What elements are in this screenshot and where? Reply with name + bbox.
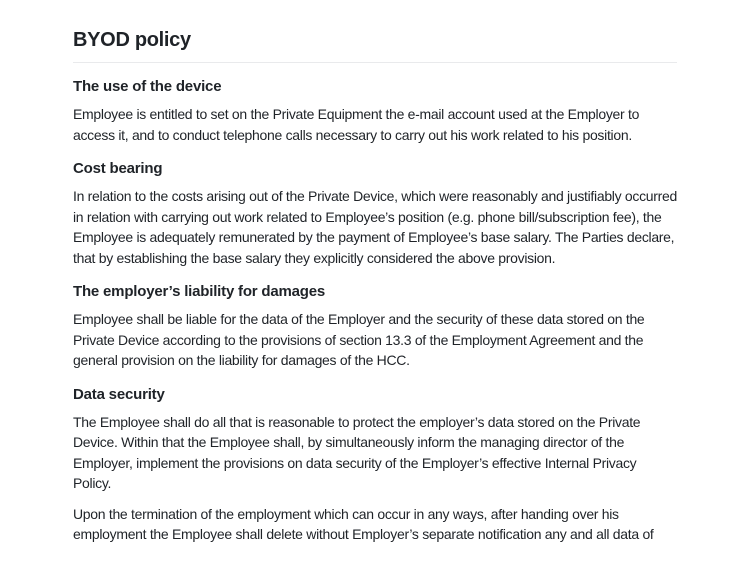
paragraph: Upon the termination of the employment which can occur in any ways, after handing over his employment the Employee shall delete without Employer’s separate notification any and all data of: [73, 505, 654, 542]
document-page: [73, 0, 677, 545]
section-cost-bearing: [73, 158, 677, 268]
section-heading-use-of-the-device: The use of the device: [73, 78, 222, 95]
paragraph: In relation to the costs arising out of the Private Device, which were reasonably and justifiably occurred in relation with carrying out work related to Employee’s position (e.g. phone bill/subscription fee), the Employee is adequately remunerated by the payment of Employee’s base salary. The Parties declare, that by establishing the base salary they explicitly considered the above provision.: [73, 188, 677, 266]
section-heading-employer-liability: The employer’s liability for damages: [73, 283, 326, 300]
section-employer-liability: [73, 281, 677, 371]
paragraph: The Employee shall do all that is reasonable to protect the employer’s data stored on the Private Device. Within that the Employee shall, by simultaneously inform the managing director of the Employer, implement the provisions on data security of the Employer’s effective Internal Privacy Policy.: [73, 413, 641, 491]
section-use-of-the-device: [73, 76, 677, 145]
section-data-security: [73, 384, 677, 545]
section-heading-data-security: Data security: [73, 385, 165, 403]
paragraph: Employee shall be liable for the data of the Employer and the security of these data stored on the Private Device according to the provisions of section 13.3 of the Employment Agreement and the general provision on the liability for damages of the HCC.: [73, 311, 645, 368]
section-heading-cost-bearing: Cost bearing: [73, 160, 163, 177]
page-title: BYOD policy: [73, 26, 677, 63]
paragraph: Employee is entitled to set on the Private Equipment the e-mail account used at the Employer to access it, and to conduct telephone calls necessary to carry out his work related to his position.: [73, 106, 640, 143]
